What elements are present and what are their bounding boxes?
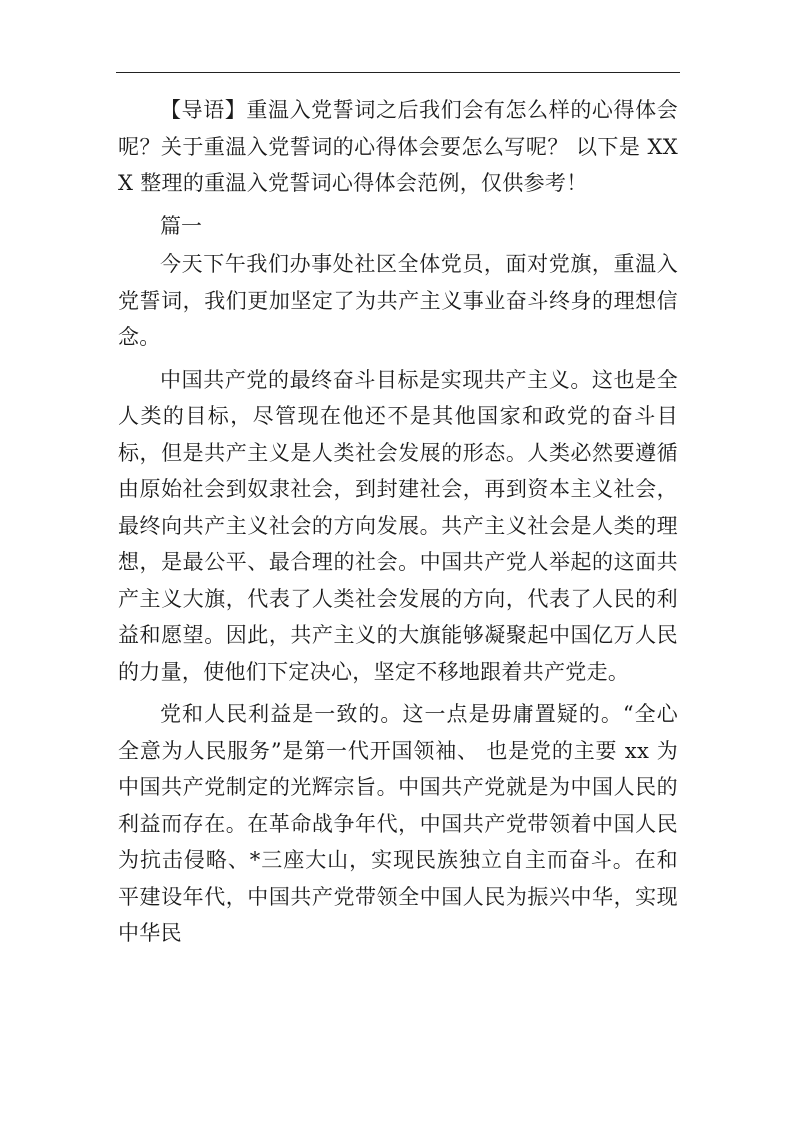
- document-body: [118, 92, 678, 952]
- body-paragraph-1: 今天下午我们办事处社区全体党员，面对党旗，重温入党誓词，我们更加坚定了为共产主义事业奋斗终身的理想信念。: [118, 252, 678, 349]
- header-rule: [116, 72, 680, 73]
- body-paragraph-3: 党和人民利益是一致的。这一点是毋庸置疑的。“全心全意为人民服务”是第一代开国领袖、 也是党的主要 xx 为中国共产党制定的光辉宗旨。中国共产党就是为中国人民的利益而存在。在革命战争年代，中国共产党带领着中国人民为抗击侵略、*三座大山，实现民族独立自主而奋斗。在和平建设年代，中国共产党带领全中国人民为振兴中华，实现中华民: [118, 702, 678, 945]
- body-paragraph-2: 中国共产党的最终奋斗目标是实现共产主义。这也是全人类的目标，尽管现在他还不是其他国家和政党的奋斗目标，但是共产主义是人类社会发展的形态。人类必然要遵循由原始社会到奴隶社会，到封建社会，再到资本主义社会，最终向共产主义社会的方向发展。共产主义社会是人类的理想，是最公平、最合理的社会。中国共产党人举起的这面共产主义大旗，代表了人类社会发展的方向，代表了人民的利益和愿望。因此，共产主义的大旗能够凝聚起中国亿万人民的力量，使他们下定决心，坚定不移地跟着共产党走。: [118, 367, 678, 684]
- section-title: 篇一: [160, 213, 202, 238]
- intro-paragraph: 【导语】重温入党誓词之后我们会有怎么样的心得体会呢？关于重温入党誓词的心得体会要怎么写呢？ 以下是 XXX 整理的重温入党誓词心得体会范例，仅供参考！: [118, 98, 678, 195]
